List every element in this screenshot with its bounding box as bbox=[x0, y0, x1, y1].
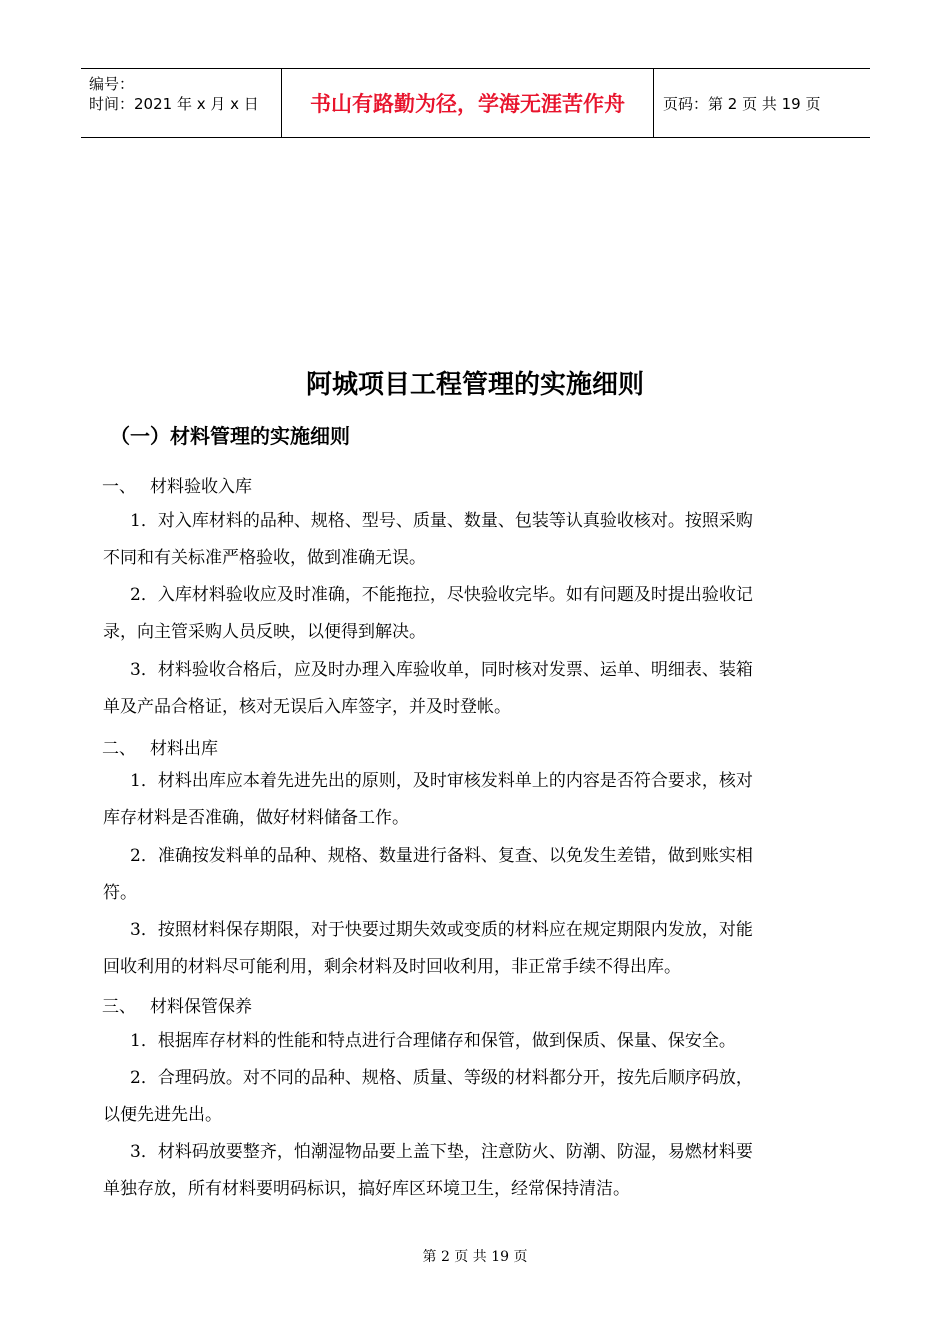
header-page-info: 页码：第 2 页 共 19 页 bbox=[663, 94, 821, 113]
paragraph-line: 单独存放，所有材料要明码标识，搞好库区环境卫生，经常保持清洁。 bbox=[103, 1179, 630, 1199]
paragraph-line: 以便先进先出。 bbox=[103, 1105, 222, 1125]
section-title: 材料保管保养 bbox=[150, 997, 252, 1017]
paragraph bbox=[130, 1023, 832, 1060]
paragraph-line: 录，向主管采购人员反映，以便得到解决。 bbox=[103, 622, 426, 642]
paragraph-line: 1．对入库材料的品种、规格、型号、质量、数量、包装等认真验收核对。按照采购 bbox=[130, 511, 753, 531]
section-title: 材料验收入库 bbox=[150, 477, 252, 497]
paragraph bbox=[103, 1134, 832, 1208]
paragraph-line: 2．准确按发料单的品种、规格、数量进行备料、复查、以免发生差错，做到账实相 bbox=[130, 846, 753, 866]
paragraph bbox=[103, 652, 832, 726]
section-title: 材料出库 bbox=[150, 739, 218, 759]
section-number: 二、 bbox=[102, 739, 136, 759]
number-label: 编号： bbox=[89, 75, 135, 93]
motto-text: 书山有路勤为径，学海无涯苦作舟 bbox=[310, 92, 625, 116]
document-title: 阿城项目工程管理的实施细则 bbox=[305, 370, 644, 400]
header-motto-cell bbox=[282, 69, 654, 137]
paragraph bbox=[103, 1060, 832, 1134]
paragraph-line: 2．入库材料验收应及时准确，不能拖拉，尽快验收完毕。如有问题及时提出验收记 bbox=[130, 585, 753, 605]
paragraph-line: 3．材料码放要整齐，怕潮湿物品要上盖下垫，注意防火、防潮、防湿，易燃材料要 bbox=[130, 1142, 753, 1162]
section-heading bbox=[102, 472, 252, 497]
paragraph bbox=[103, 503, 832, 577]
paragraph-line: 3．按照材料保存期限，对于快要过期失效或变质的材料应在规定期限内发放，对能 bbox=[130, 920, 753, 940]
paragraph-line: 库存材料是否准确，做好材料储备工作。 bbox=[103, 808, 409, 828]
section-heading bbox=[102, 734, 218, 759]
paragraph-line: 1．根据库存材料的性能和特点进行合理储存和保管，做到保质、保量、保安全。 bbox=[130, 1031, 736, 1051]
header-table bbox=[81, 68, 870, 138]
paragraph bbox=[103, 838, 832, 912]
paragraph-line: 1．材料出库应本着先进先出的原则，及时审核发料单上的内容是否符合要求，核对 bbox=[130, 771, 753, 791]
paragraph bbox=[103, 763, 832, 837]
section-number: 三、 bbox=[102, 997, 136, 1017]
header-meta-cell bbox=[81, 69, 282, 137]
section-number: 一、 bbox=[102, 477, 136, 497]
paragraph-line: 回收利用的材料尽可能利用，剩余材料及时回收利用，非正常手续不得出库。 bbox=[103, 957, 681, 977]
paragraph bbox=[103, 912, 832, 986]
paragraph-line: 不同和有关标准严格验收，做到准确无误。 bbox=[103, 548, 426, 568]
page-footer: 第 2 页 共 19 页 bbox=[422, 1249, 528, 1265]
paragraph-line: 3．材料验收合格后，应及时办理入库验收单，同时核对发票、运单、明细表、装箱 bbox=[130, 660, 753, 680]
section-subtitle: （一）材料管理的实施细则 bbox=[110, 424, 350, 448]
section-heading bbox=[102, 992, 252, 1017]
paragraph bbox=[103, 577, 832, 651]
paragraph-line: 符。 bbox=[103, 883, 137, 903]
paragraph-line: 单及产品合格证，核对无误后入库签字，并及时登帐。 bbox=[103, 697, 511, 717]
date-label: 时间：2021 年 x 月 x 日 bbox=[89, 95, 259, 113]
paragraph-line: 2．合理码放。对不同的品种、规格、质量、等级的材料都分开，按先后顺序码放， bbox=[130, 1068, 753, 1088]
